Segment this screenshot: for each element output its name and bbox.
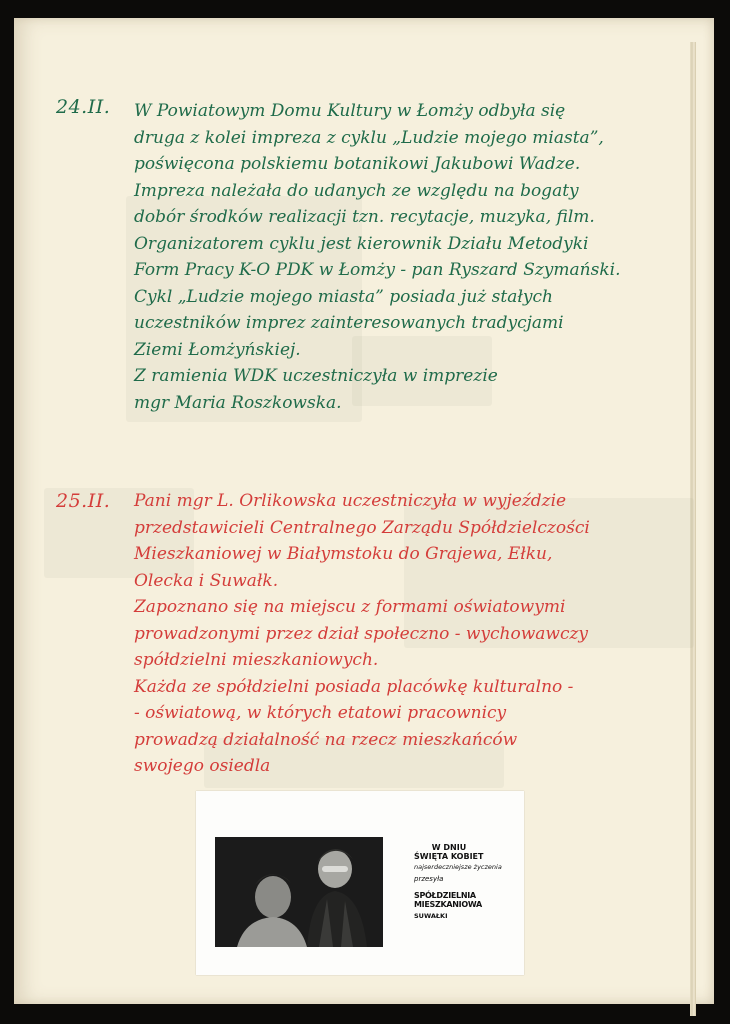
text-line: spółdzielni mieszkaniowych. [134,650,379,670]
text-line: Pani mgr L. Orlikowska uczestniczyła w wyjeździe [134,491,567,511]
text-line: Olecka i Suwałk. [134,570,279,591]
text-line: prowadzonymi przez dział społeczno - wychowawczy [134,623,589,644]
text-line: W Powiatowym Domu Kultury w Łomży odbyła się [134,101,566,121]
text-line: Zapoznano się na miejscu z formami oświatowymi [134,597,566,617]
text-line: druga z kolei impreza z cyklu „Ludzie mojego miasta”, [134,127,604,148]
stamp-line: W DNIU [431,843,467,852]
stamp-line: ŚWIĘTA KOBIET [414,852,484,861]
text-line: poświęcona polskiemu botanikowi Jakubowi Wadze. [134,154,581,174]
text-line: Impreza należała do udanych ze względu na bogaty [134,180,579,201]
stamp-line: przesyła [414,875,444,883]
text-line: mgr Maria Roszkowska. [134,392,342,413]
text-line: prowadzą działalność na rzecz mieszkańców [134,729,518,750]
entry-text [134,488,590,780]
entry-date: 25.II. [56,490,111,512]
cooperative-stamp [414,843,512,920]
text-line: uczestników imprez zainteresowanych tradycjami [134,313,564,333]
text-line: Z ramienia WDK uczestniczyła w imprezie [134,366,498,386]
text-line: Ziemi Łomżyńskiej. [134,339,301,360]
pasted-greeting-card [196,791,524,975]
entry-date: 24.II. [56,96,111,118]
text-line: Organizatorem cyklu jest kierownik Działu Metodyki [134,233,589,254]
entry-text [134,98,620,416]
text-line: Każda ze spółdzielni posiada placówkę kulturalno - [134,676,574,697]
text-line: - oświatową, w których etatowi pracownicy [134,703,507,723]
stamp-line: SUWAŁKI [414,912,448,920]
text-line: dobór środków realizacji tzn. recytacje, muzyka, film. [134,207,595,227]
stamp-line: najserdeczniejsze życzenia [414,863,502,871]
stamp-line: SPÓŁDZIELNIA MIESZKANIOWA [414,891,482,909]
text-line: Form Pracy K-O PDK w Łomży - pan Ryszard Szymański. [134,260,621,280]
text-line: Mieszkaniowej w Białymstoku do Grajewa, Ełku, [134,544,553,564]
text-line: swojego osiedla [134,756,271,776]
text-line: przedstawicieli Centralnego Zarządu Spółdzielczości [134,517,590,538]
bw-photograph [215,837,383,947]
text-line: Cykl „Ludzie mojego miasta” posiada już stałych [134,286,553,307]
photo-illustration [215,837,383,947]
